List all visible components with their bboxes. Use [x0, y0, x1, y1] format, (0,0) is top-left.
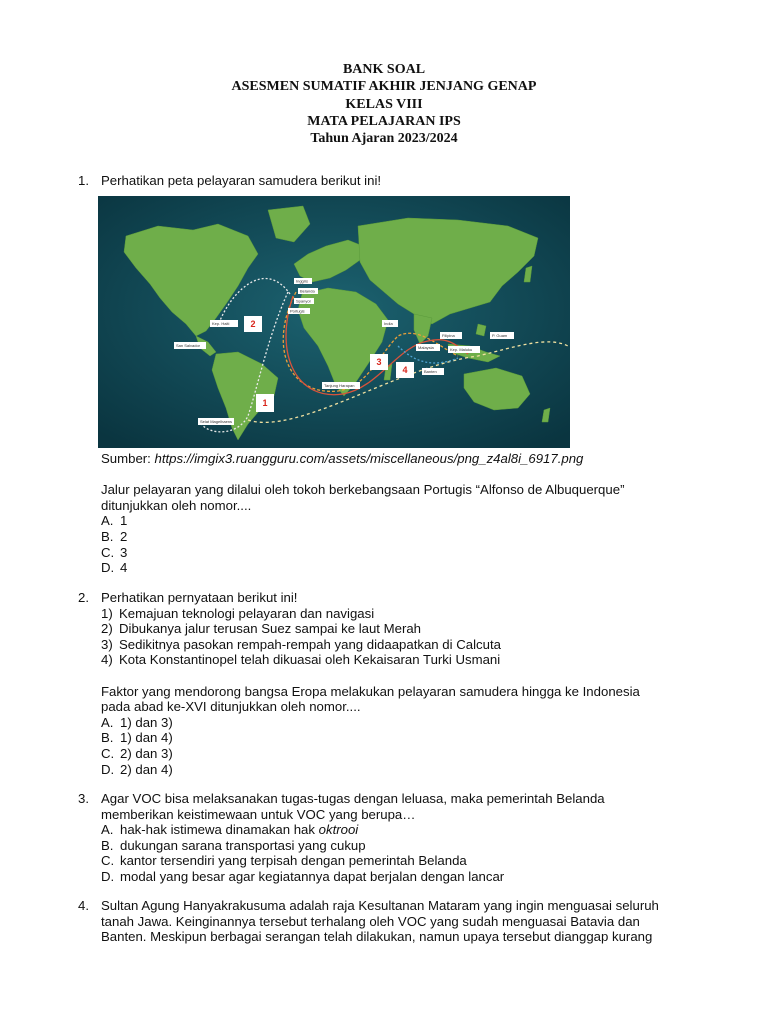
header-subject: MATA PELAJARAN IPS: [307, 113, 461, 129]
svg-text:1: 1: [262, 398, 268, 408]
option-b[interactable]: B. 2: [101, 528, 128, 544]
option-d[interactable]: D. 2) dan 4): [101, 761, 173, 777]
svg-text:Kep. Haiti: Kep. Haiti: [212, 321, 230, 326]
label-portugis: [288, 308, 310, 314]
svg-text:P. Guam: P. Guam: [492, 333, 508, 338]
option-b[interactable]: B. dukungan sarana transportasi yang cukup: [101, 837, 366, 853]
svg-text:Malaysia: Malaysia: [418, 345, 434, 350]
option-a[interactable]: A. 1) dan 3): [101, 714, 173, 730]
marker-2: [244, 316, 262, 332]
svg-text:Selat Magelhaens: Selat Magelhaens: [200, 419, 233, 424]
svg-text:4: 4: [402, 365, 408, 375]
label-spanyol: [294, 298, 314, 304]
option-c[interactable]: C. 3: [101, 544, 128, 560]
option-c[interactable]: C. kantor tersendiri yang terpisah dengan pemerintah Belanda: [101, 853, 467, 869]
marker-4: [396, 362, 414, 378]
svg-text:Kep. Maluku: Kep. Maluku: [450, 347, 473, 352]
header-title: BANK SOAL: [342, 62, 426, 77]
label-kep-haiti: [210, 320, 238, 327]
label-filipina: [440, 332, 462, 339]
option-a[interactable]: A. 1: [101, 513, 128, 529]
label-malaysia: [416, 344, 440, 351]
label-banten: [422, 368, 444, 375]
svg-text:San Salvador: San Salvador: [176, 343, 201, 348]
header-year: Tahun Ajaran 2023/2024: [310, 131, 458, 147]
question-prompt: Perhatikan pernyataan berikut ini!: [101, 590, 298, 605]
marker-1: [256, 394, 274, 412]
header-exam-name: ASESMEN SUMATIF AKHIR JENJANG GENAP: [231, 79, 537, 95]
label-inggris: [294, 278, 312, 284]
statement-3: 3) Sedikitnya pasokan rempah-rempah yang didaapatkan di Calcuta: [101, 636, 501, 652]
question-text-line: Faktor yang mendorong bangsa Eropa melakukan pelayaran samudera hingga ke Indonesia: [101, 683, 640, 699]
question-number: 1.: [78, 173, 89, 188]
label-tanjung-harapan: [322, 382, 360, 389]
option-d[interactable]: D. 4: [101, 560, 128, 576]
svg-text:Spanyol: Spanyol: [296, 298, 311, 304]
label-san-salvador: [174, 342, 206, 349]
svg-text:2: 2: [250, 319, 256, 329]
label-kep-maluku: [448, 346, 480, 353]
question-text-line: Banten. Meskipun berbagai serangan telah dilakukan, namun upaya tersebut dianggap kurang: [101, 929, 653, 945]
option-d[interactable]: D. modal yang besar agar kegiatannya dapat berjalan dengan lancar: [101, 868, 505, 884]
svg-text:Filipina: Filipina: [442, 333, 455, 338]
question-text-line: Agar VOC bisa melaksanakan tugas-tugas dengan leluasa, maka pemerintah Belanda: [101, 791, 605, 806]
marker-3: [370, 354, 388, 370]
question-number: 2.: [78, 590, 89, 605]
label-selat-magelhaens: [198, 418, 234, 425]
label-p-guam: [490, 332, 514, 339]
question-text-line: ditunjukkan oleh nomor....: [101, 497, 252, 513]
map-source: [101, 451, 701, 467]
label-india: [382, 320, 398, 327]
voyage-map-image: [98, 196, 570, 448]
label-belanda: [298, 288, 318, 294]
question-text-line: Jalur pelayaran yang dilalui oleh tokoh berkebangsaan Portugis “Alfonso de Albuquerque”: [101, 482, 625, 498]
question-text-line: memberikan keistimewaan untuk VOC yang berupa…: [101, 806, 416, 822]
question-text-line: tanah Jawa. Keinginannya tersebut terhalang oleh VOC yang sudah menguasai Batavia dan: [101, 913, 640, 929]
statement-2: 2) Dibukanya jalur terusan Suez sampai ke laut Merah: [101, 621, 422, 637]
svg-text:Banten: Banten: [424, 369, 437, 374]
source-label: Sumber:: [101, 451, 155, 466]
svg-text:India: India: [384, 321, 393, 326]
option-b[interactable]: B. 1) dan 4): [101, 730, 173, 746]
document-header: [0, 61, 768, 147]
question-text-line: Sultan Agung Hanyakrakusuma adalah raja Kesultanan Mataram yang ingin menguasai seluruh: [101, 898, 659, 913]
question-number: 4.: [78, 898, 89, 913]
svg-text:3: 3: [376, 357, 382, 367]
source-link[interactable]: https://imgix3.ruangguru.com/assets/miscellaneous/png_z4al8i_6917.png: [154, 451, 584, 466]
header-class: KELAS VIII: [345, 96, 423, 112]
svg-text:Inggris: Inggris: [296, 278, 309, 284]
svg-text:Tanjung Harapan: Tanjung Harapan: [324, 383, 355, 388]
svg-text:Belanda: Belanda: [300, 288, 315, 294]
question-number: 3.: [78, 791, 89, 806]
svg-text:Portugis: Portugis: [290, 308, 305, 314]
statement-1: 1) Kemajuan teknologi pelayaran dan navigasi: [101, 605, 375, 621]
question-text-line: pada abad ke-XVI ditunjukkan oleh nomor....: [101, 699, 361, 715]
option-c[interactable]: C. 2) dan 3): [101, 745, 173, 761]
statement-4: 4) Kota Konstantinopel telah dikuasai oleh Kekaisaran Turki Usmani: [101, 652, 501, 668]
option-a[interactable]: A. hak-hak istimewa dinamakan hak oktrooi: [101, 822, 359, 838]
question-prompt: Perhatikan peta pelayaran samudera berikut ini!: [101, 173, 382, 188]
